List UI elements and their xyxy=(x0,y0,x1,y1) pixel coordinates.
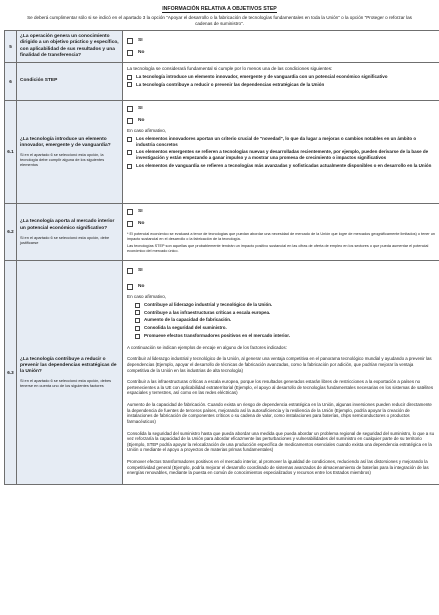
question-hint: Si en el apartado 6 se seleccionó esta opción, debes tenerse en cuenta uno de los siguientes factores xyxy=(20,378,112,389)
row-number: 6.1 xyxy=(5,101,17,204)
row-6 xyxy=(5,63,439,101)
checkbox-no[interactable] xyxy=(127,284,133,290)
condition-option-1[interactable]: La tecnología introduce un elemento innovador, emergente y de vanguardia con un potencial económico significativo xyxy=(127,74,436,80)
question-label: ¿La tecnología introduce un elemento innovador, emergente y de vanguardia? Si en el apartado 6 se seleccionó esta opción, la tecnología debe cumplir alguna de los siguientes elementos xyxy=(17,101,123,204)
checkbox-si[interactable] xyxy=(127,209,133,215)
element-option-3[interactable]: Los elementos de vanguardia se refieren a tecnologías más avanzadas y sofisticadas actualmente disponibles o en desarrollo en la Unión xyxy=(127,163,436,169)
option-no[interactable]: No xyxy=(127,47,436,59)
answer-cell xyxy=(123,261,439,485)
intro-text: Se deberá cumplimentar sólo si se indicó en el apartado 3 la opción "Apoyar el desarrollo o la fabricación de tecnologías fundamentales en toda la Unión" o la opción "Proteger o reforzar las cadenas de suministro". xyxy=(27,15,412,27)
example-paragraph: Aumento de la capacidad de fabricación. Cuando exista un riesgo de dependencia estratégica en la Unión, algunas inversiones pueden reducir directamente la dependencia de fuentes de terceros países, mejorando así la autosuficiencia y la resiliencia de la Unión (Ejemplo, podría apoyar la creación de instalaciones de fabricación de componentes críticos o su cadena de valor, como instalaciones para baterías, chips semiconductores o productos farmacéuticos) xyxy=(127,402,432,424)
row-6-3 xyxy=(5,261,439,485)
factor-option-1[interactable]: Contribuye al liderazgo industrial y tecnológico de la Unión. xyxy=(135,302,436,308)
checkbox[interactable] xyxy=(127,164,132,169)
row-number: 6 xyxy=(5,63,17,101)
affirmative-lead: En caso afirmativo, xyxy=(127,294,167,299)
option-no[interactable]: No xyxy=(127,281,436,293)
row-number: 6.3 xyxy=(5,261,17,485)
checkbox-no[interactable] xyxy=(127,50,133,56)
option-si[interactable]: SI xyxy=(127,206,436,218)
answer-cell xyxy=(123,63,439,101)
option-no[interactable]: No xyxy=(127,218,436,230)
row-5 xyxy=(5,31,439,63)
option-si[interactable]: SI xyxy=(127,103,436,115)
checkbox-si[interactable] xyxy=(127,268,133,274)
checkbox[interactable] xyxy=(135,318,140,323)
checkbox[interactable] xyxy=(135,303,140,308)
step-technologies-note: Las tecnologías STEP son aquellas que probablemente tendrán un impacto positivo sustancial en las cifras de oferta de empleo en los sectores o que pueda aumentar el potencial económico del mercado único. xyxy=(127,243,429,253)
checkbox-si[interactable] xyxy=(127,106,133,112)
examples-intro: A continuación se indican ejemplos de encaje en alguno de los factores indicados: xyxy=(127,344,287,350)
option-si[interactable]: SI xyxy=(127,265,436,277)
question-label: Condición STEP xyxy=(17,63,123,101)
checkbox[interactable] xyxy=(127,137,132,142)
question-hint: Si en el apartado 6 se seleccionó esta opción, debe justificarse xyxy=(20,234,110,245)
answer-cell xyxy=(123,31,439,63)
step-form-table xyxy=(4,30,439,485)
question-label: ¿La operación genera un conocimiento dirigido a un objetivo práctico y específico, con aplicabilidad de sus resultados y una finalidad de transferencia? xyxy=(17,31,123,63)
example-paragraph: Contribuir a las infraestructuras críticas a escala europea, porque los resultados generados estarán libres de restricciones a la exportación a países no pertenecientes a la UE con aplicabilidad extraterritorial (Ejemplo, el apoyo al desarrollo de tecnologías fundamentales necesarias en los sistemas de satélites espaciales y terrestres, así como en las redes eléctricas) xyxy=(127,379,434,396)
example-paragraph: Consolida la seguridad del suministro hasta que pueda abordar una medida que pueda abordar un problema regional de seguridad del suministro, lo que a su vez reforzaría la capacidad de la Unión para abordar eficazmente las perturbaciones y vulnerabilidades del suministro en cualquier parte de su territorio (Ejemplo, STEP podría apoyar la relocalización de una producción específica de medicamentos esenciales cuando exista una dependencia estratégica en la Unión o mediante el apoyo a proyectos de materias primas fundamentales) xyxy=(127,430,435,453)
row-number: 6.2 xyxy=(5,204,17,261)
checkbox-no[interactable] xyxy=(127,118,133,124)
example-paragraph: Promover efectos transformadores positivos en el mercado interior, al promover la igualdad de condiciones, reduciendo así las distorsiones y mejorando la competitividad general (Ejemplo, podría mejorar el desarrollo coordinado de sistemas avanzados de almacenamiento de baterías para la integración de las energías renovables, mediante la puesta en común de conocimientos especializados y recursos entre los Estados miembros) xyxy=(127,459,429,476)
element-option-2[interactable]: Los elementos emergentes se refieren a tecnologías nuevas y desarrolladas recientemente, por ejemplo, pueden derivarse de la base de investigación y están empezando a ganar impulso y a mostrar una promesa de crecimiento o impactos significativos xyxy=(127,149,436,161)
question-hint: Si en el apartado 6 se seleccionó esta opción, la tecnología debe cumplir alguna de los siguientes elementos xyxy=(20,152,105,168)
row-number: 5 xyxy=(5,31,17,63)
checkbox[interactable] xyxy=(135,310,140,315)
checkbox-si[interactable] xyxy=(127,38,133,44)
option-no[interactable]: No xyxy=(127,115,436,127)
affirmative-lead: En caso afirmativo, xyxy=(127,128,167,133)
question-label: ¿La tecnología aporta al mercado interior un potencial económico significativo? Si en el apartado 6 se seleccionó esta opción, debe justificarse xyxy=(17,204,123,261)
example-paragraph: Contribuir al liderazgo industrial y tecnológico de la Unión, al generar una ventaja competitiva en el panorama tecnológico mundial y ayudando a prevenir las dependencias (Ejemplo, apoyar el desarrollo de técnicas de fabricación avanzadas, como la fabricación por adición, que podrían mejorar la ventaja competitiva de la Unión en las industrias de alta tecnología) xyxy=(127,356,432,373)
answer-cell xyxy=(123,101,439,204)
condition-option-2[interactable]: La tecnología contribuye a reducir o prevenir las dependencias estratégicas de la Unión xyxy=(127,82,436,88)
checkbox[interactable] xyxy=(135,334,140,339)
factor-option-4[interactable]: Consolida la seguridad del suministro. xyxy=(135,325,436,331)
document-title: INFORMACIÓN RELATIVA A OBJETIVOS STEP xyxy=(162,6,277,12)
condition-lead: La tecnología se considerará fundamental si cumple por lo menos una de las condiciones siguientes: xyxy=(127,66,333,71)
checkbox[interactable] xyxy=(135,326,140,331)
checkbox[interactable] xyxy=(127,150,132,155)
element-option-1[interactable]: Los elementos innovadores aportan un criterio crucial de "novedad", lo que da lugar a mejoras o cambios notables en un ámbito o industria concretos xyxy=(127,136,436,148)
economic-potential-note: * El potencial económico se evaluará a tenor de tecnologías que puedan abordar una necesidad de mercado de la Unión que logre de mercados geográficamente limitados) o tener un impacto sustancial en el desarrollo o la fabricación de la tecnología. xyxy=(127,232,435,241)
row-6-1 xyxy=(5,101,439,204)
checkbox[interactable] xyxy=(127,75,132,80)
question-label: ¿La tecnología contribuye a reducir o prevenir las dependencias estratégicas de la Unión? Si en el apartado 6 se seleccionó esta opción, debes tenerse en cuenta uno de los siguientes factores xyxy=(17,261,123,485)
factor-option-3[interactable]: Aumento de la capacidad de fabricación. xyxy=(135,317,436,323)
factor-option-2[interactable]: Contribuye a las infraestructuras críticas a escala europea. xyxy=(135,310,436,316)
checkbox[interactable] xyxy=(127,82,132,87)
checkbox-no[interactable] xyxy=(127,221,133,227)
option-si[interactable]: SI xyxy=(127,35,436,47)
row-6-2 xyxy=(5,204,439,261)
answer-cell xyxy=(123,204,439,261)
factor-option-5[interactable]: Promueve efectos transformadores positivos en el mercado interior. xyxy=(135,333,436,339)
